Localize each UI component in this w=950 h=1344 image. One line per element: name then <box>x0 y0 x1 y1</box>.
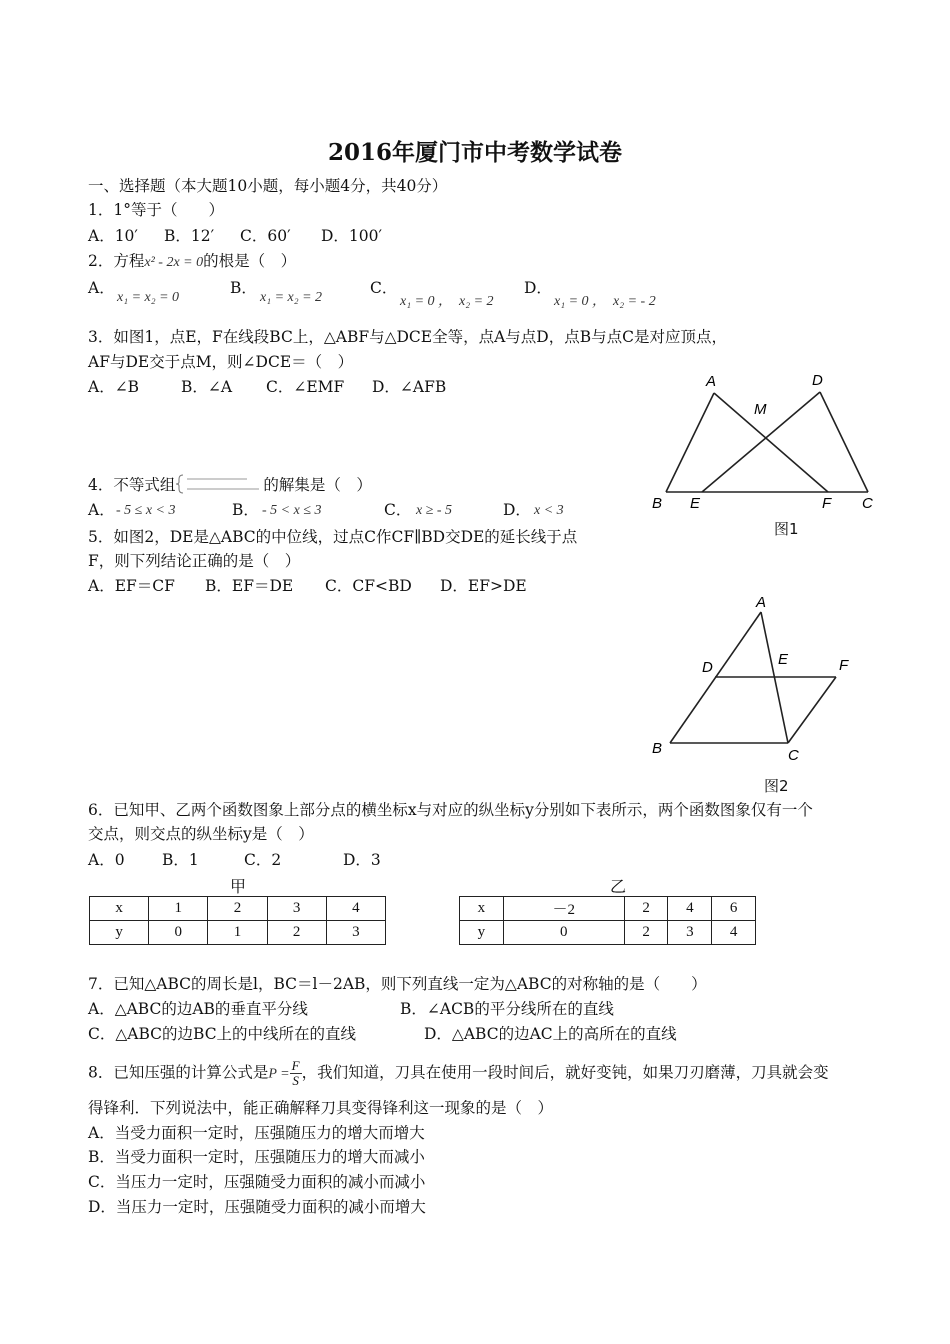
question-7-option-a: A．△ABC的边AB的垂直平分线 <box>88 1000 308 1018</box>
question-1-stem: 1．1°等于（ ） <box>88 201 224 219</box>
question-5-option-a: A．EF＝CF <box>88 577 175 595</box>
table-jia-caption: 甲 <box>230 877 247 896</box>
question-4-option-b: - 5 < x ≤ 3 <box>262 503 322 518</box>
table-row <box>90 897 386 921</box>
question-5-stem-line1: 5．如图2，DE是△ABC的中位线，过点C作CF∥BD交DE的延长线于点 <box>88 528 578 546</box>
figure-2-label-d: D <box>702 659 713 676</box>
question-8-stem-line1 <box>88 1059 829 1088</box>
question-5-stem-line2: F，则下列结论正确的是（ ） <box>88 552 301 570</box>
table-row <box>90 921 386 945</box>
question-7-option-b: B．∠ACB的平分线所在的直线 <box>400 1000 614 1018</box>
table-cell: 1 <box>149 897 208 921</box>
figure-1-label-b: B <box>652 495 663 512</box>
table-cell: 2 <box>624 897 668 921</box>
question-1-option-c: C．60′ <box>240 227 291 245</box>
question-6-option-d: D．3 <box>343 851 381 869</box>
question-1-option-d: D．100′ <box>321 227 383 245</box>
question-5-option-d: D．EF>DE <box>440 577 527 595</box>
question-5-option-c: C．CF<BD <box>325 577 412 595</box>
question-3-option-d: D．∠AFB <box>372 378 447 396</box>
table-cell: y <box>460 921 504 945</box>
question-1-option-b: B．12′ <box>164 227 215 245</box>
table-yi <box>459 896 756 945</box>
question-4-label-c: C． <box>384 501 412 519</box>
table-row <box>460 897 756 921</box>
table-yi-caption: 乙 <box>610 877 627 896</box>
question-7-option-d: D．△ABC的边AC上的高所在的直线 <box>424 1025 677 1043</box>
question-2-stem-prefix: 2．方程 <box>88 252 145 270</box>
page-title: 2016年厦门市中考数学试卷 <box>327 139 622 166</box>
pressure-formula-lhs: P = <box>268 1066 290 1082</box>
question-7-option-c: C．△ABC的边BC上的中线所在的直线 <box>88 1025 357 1043</box>
question-4-stem-prefix: 4．不等式组 <box>88 476 176 494</box>
question-8-stem-prefix: 8．已知压强的计算公式是 <box>88 1063 269 1082</box>
table-cell: 0 <box>503 921 624 945</box>
table-cell: 3 <box>668 921 712 945</box>
figure-1-label-d: D <box>812 372 823 389</box>
question-3-stem-line1: 3．如图1，点E，F在线段BC上，△ABF与△DCE全等，点A与点D，点B与点C是对应顶点， <box>88 328 727 346</box>
table-cell: 4 <box>668 897 712 921</box>
table-row <box>460 921 756 945</box>
figure-2-caption: 图2 <box>764 777 789 795</box>
question-4-option-c: x ≥ - 5 <box>416 503 453 518</box>
table-cell: －2 <box>503 897 624 921</box>
figure-1-label-c: C <box>862 495 873 512</box>
question-5-option-b: B．EF＝DE <box>205 577 294 595</box>
question-4-label-b: B． <box>232 501 259 519</box>
question-3-stem-line2: AF与DE交于点M，则∠DCE＝（ ） <box>88 353 354 371</box>
question-8-stem-suffix: ，我们知道，刀具在使用一段时间后，就好变钝，如果刀刃磨薄，刀具就会变 <box>301 1063 829 1082</box>
pressure-formula-denominator: S <box>292 1073 299 1088</box>
question-8-option-d: D．当压力一定时，压强随受力面积的减小而增大 <box>88 1198 426 1216</box>
question-6-stem-line1: 6．已知甲、乙两个函数图象上部分点的横坐标x与对应的纵坐标y分别如下表所示，两个函数图象仅有一个 <box>88 801 813 819</box>
table-cell: y <box>90 921 149 945</box>
figure-2-label-c: C <box>788 747 799 764</box>
question-8-stem-line2: 得锋利．下列说法中，能正确解释刀具变得锋利这一现象的是（ ） <box>88 1099 554 1117</box>
question-2-option-c: x₁ = 0 ， x₂ = 2 <box>400 294 494 309</box>
pressure-formula-fraction <box>290 1059 302 1088</box>
question-3-option-b: B．∠A <box>181 378 233 396</box>
pressure-formula-numerator: F <box>291 1058 300 1073</box>
figure-1-label-e: E <box>690 495 701 512</box>
question-6-option-a: A．0 <box>88 851 125 869</box>
figure-2-label-e: E <box>778 651 789 668</box>
question-2-label-a: A． <box>88 279 115 297</box>
question-2-option-b: x₁ = x₂ = 2 <box>260 290 323 305</box>
question-4-option-a: - 5 ≤ x < 3 <box>116 503 176 518</box>
table-cell: 2 <box>624 921 668 945</box>
table-cell: 4 <box>326 897 385 921</box>
question-6-option-c: C．2 <box>244 851 282 869</box>
question-4-stem-suffix: 的解集是（ ） <box>263 476 372 494</box>
table-cell: 3 <box>267 897 326 921</box>
question-2-stem <box>88 251 296 273</box>
figure-1-diagram <box>640 368 885 518</box>
question-1-option-a: A．10′ <box>88 227 138 245</box>
table-cell: x <box>460 897 504 921</box>
question-8-option-b: B．当受力面积一定时，压强随压力的增大而减小 <box>88 1148 425 1166</box>
table-cell: 3 <box>326 921 385 945</box>
table-cell: 2 <box>208 897 267 921</box>
table-cell: 2 <box>267 921 326 945</box>
question-7-stem: 7．已知△ABC的周长是l，BC＝l－2AB，则下列直线一定为△ABC的对称轴的是（ ） <box>88 975 707 993</box>
inequality-system-icon <box>175 473 263 495</box>
section-heading: 一、选择题（本大题10小题，每小题4分，共40分） <box>88 177 448 195</box>
question-8-option-a: A．当受力面积一定时，压强随压力的增大而增大 <box>88 1124 425 1142</box>
inequality-system-brace <box>175 475 263 497</box>
question-3-option-c: C．∠EMF <box>266 378 345 396</box>
question-4-stem <box>88 475 372 497</box>
question-2-label-b: B． <box>230 279 257 297</box>
question-2-label-d: D． <box>524 279 552 297</box>
question-6-option-b: B．1 <box>162 851 199 869</box>
question-4-option-d: x < 3 <box>534 503 564 518</box>
question-4-label-a: A． <box>88 501 115 519</box>
question-8-option-c: C．当压力一定时，压强随受力面积的减小而减小 <box>88 1173 426 1191</box>
figure-1-caption: 图1 <box>774 520 799 538</box>
figure-2-label-a: A <box>756 594 767 611</box>
figure-2-label-f: F <box>839 657 849 674</box>
figure-1-label-a: A <box>706 373 717 390</box>
figure-1-label-m: M <box>754 401 767 418</box>
table-cell: x <box>90 897 149 921</box>
table-cell: 6 <box>712 897 756 921</box>
question-2-option-a: x₁ = x₂ = 0 <box>117 290 180 305</box>
table-cell: 0 <box>149 921 208 945</box>
figure-2-diagram <box>640 590 870 770</box>
table-jia <box>89 896 386 945</box>
table-cell: 1 <box>208 921 267 945</box>
figure-1-label-f: F <box>822 495 832 512</box>
table-cell: 4 <box>712 921 756 945</box>
question-2-label-c: C． <box>370 279 398 297</box>
question-3-option-a: A．∠B <box>88 378 140 396</box>
question-4-label-d: D． <box>503 501 531 519</box>
question-2-equation: x² - 2x = 0 <box>144 255 204 270</box>
question-2-stem-suffix: 的根是（ ） <box>203 252 297 270</box>
question-6-stem-line2: 交点，则交点的纵坐标y是（ ） <box>88 825 314 843</box>
figure-2-label-b: B <box>652 740 663 757</box>
question-2-option-d: x₁ = 0 ， x₂ = - 2 <box>554 294 656 309</box>
